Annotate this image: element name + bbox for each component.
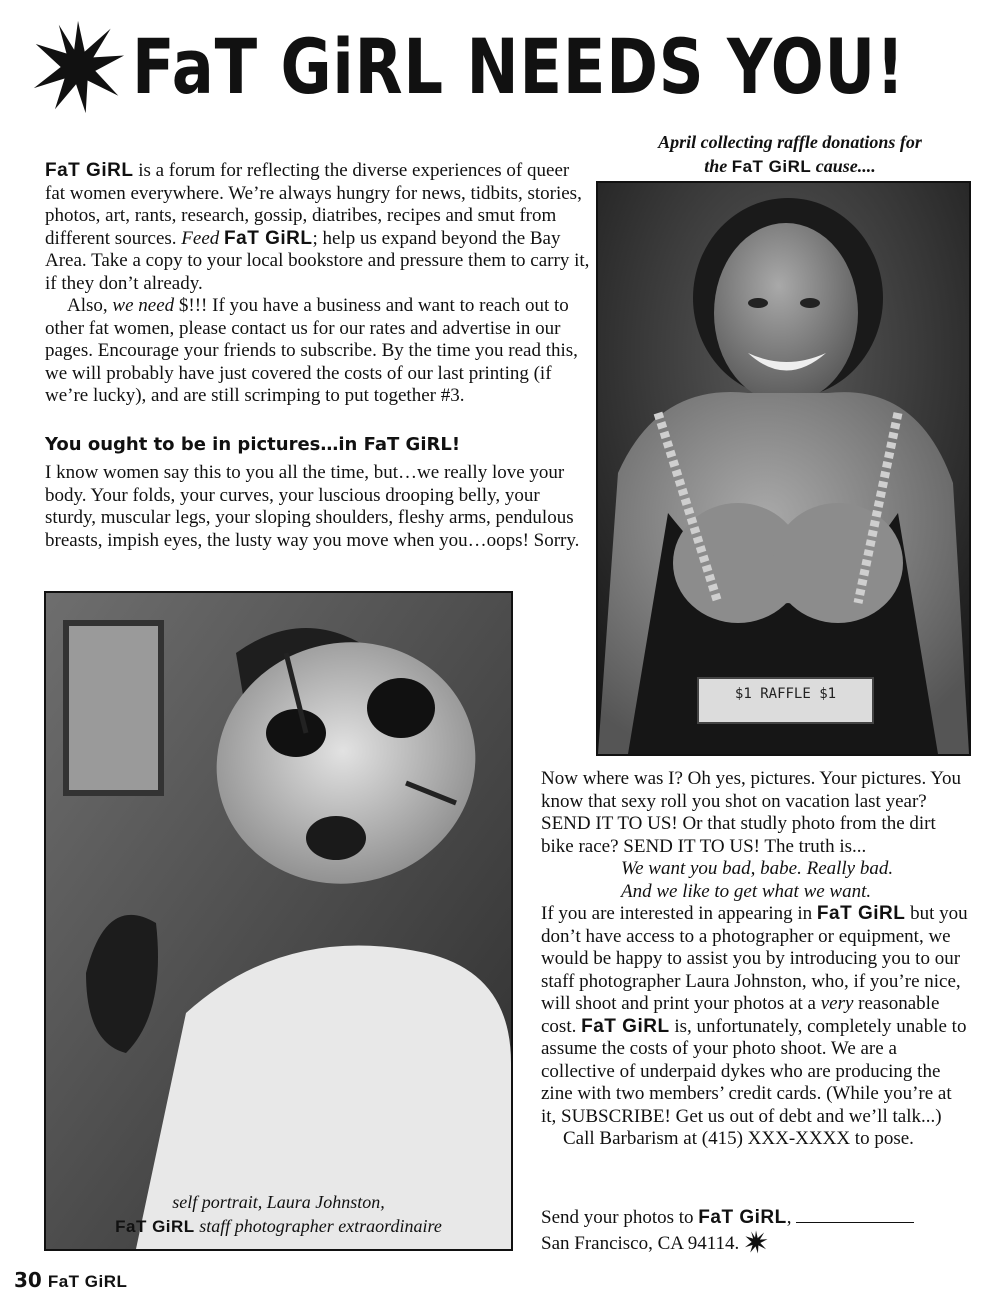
quote-line-2: And we like to get what we want. (621, 880, 872, 902)
photo-caption-self-portrait: self portrait, Laura Johnston, FaT GiRL staff photographer extraordinaire (115, 1192, 442, 1236)
page-folio (14, 1268, 127, 1292)
brand-name: FaT GiRL (115, 1217, 195, 1236)
address-blank (796, 1208, 914, 1223)
love-paragraph: I know women say this to you all the time, but…we really love your body. Your folds, your curves, your luscious drooping belly, your sturdy, muscular legs, your sloping shoulders, fleshy arms, pendulous breasts, impish eyes, the lusty way you move when you…oops! Sorry. (45, 462, 580, 551)
brand-name: FaT GiRL (224, 227, 313, 249)
brand-name: FaT GiRL (581, 1015, 670, 1037)
brand-name: FaT GiRL (816, 903, 906, 924)
photo-april-raffle (596, 181, 971, 756)
photo-caption-april: April collecting raffle donations for the FaT GiRL cause.... (658, 132, 922, 176)
intro-paragraph-2: Also, we need $!!! If you have a business and want to reach out to other fat women, please contact us for our rates and advertise in our pages. Encourage your friends to subscribe. By the time you read this, we will probably have just covered the costs of our last printing (if we’re lucky), and are still scrimping to put together #3. (45, 295, 578, 406)
raffle-sign-text: $1 RAFFLE $1 (734, 686, 837, 702)
brand-name: FaT GiRL (731, 157, 812, 176)
intro-text (45, 160, 590, 408)
brand-name: FaT GiRL (47, 1272, 128, 1291)
brand-name: FaT GiRL (698, 1207, 787, 1228)
brand-name: FaT GiRL (45, 160, 134, 181)
pictures-text: Now where was I? Oh yes, pictures. Your pictures. You know that sexy roll you shot on vacation last year? SEND IT TO US! Or that studly photo from the dirt bike race? SEND IT TO US! The truth is... We want you bad, babe. Really bad. And we like to get what we want. If you are interested in appearing in FaT GiRL but you don’t have access to a photographer or equipment, we would be happy to assist you by introducing you to our staff photographer Laura Johnston, who, if you’re nice, will shoot and print your photos at a very reasonable cost. FaT GiRL is, unfortunately, completely unable to assume the costs of your photo shoot. We are a collective of underpaid dykes who are producing the zine with two members’ credit cards. (While you’re at it, SUBSCRIBE! Get us out of debt and we’ll talk...) Call Barbarism at (415) XXX-XXXX to pose. (541, 768, 971, 1151)
quote-line-1: We want you bad, babe. Really bad. (621, 858, 894, 879)
call-line: Call Barbarism at (415) XXX-XXXX to pose. (563, 1128, 914, 1149)
headline (30, 12, 980, 122)
send-address: Send your photos to FaT GiRL, San Francisco, CA 94114. (541, 1207, 971, 1255)
starburst-icon (744, 1230, 768, 1254)
headline-title: FaT GiRL NEEDS YOU! (132, 22, 906, 111)
intro-paragraph-1: FaT GiRL is a forum for reflecting the diverse experiences of queer fat women everywhere. We’re always hungry for news, tidbits, stories, photos, art, rants, research, gossip, diatribes, recipes and smut from different sources. Feed FaT GiRL; help us expand beyond the Bay Area. Take a copy to your local bookstore and pressure them to carry it, if they don’t already. (45, 160, 590, 294)
photo-april-illustration (598, 183, 969, 754)
section-subhead: You ought to be in pictures…in FaT GiRL! (45, 434, 461, 455)
photo-self-portrait (44, 591, 513, 1251)
photo-self-portrait-illustration (46, 593, 511, 1249)
page-number: 30 (14, 1268, 42, 1292)
photographer-paragraph: If you are interested in appearing in FaT GiRL but you don’t have access to a photographer or equipment, we would be happy to assist you by introducing you to our staff photographer Laura Johnston, who, if you’re nice, will shoot and print your photos at a very reasonable cost. FaT GiRL is, unfortunately, completely unable to assume the costs of your photo shoot. We are a collective of underpaid dykes who are producing the zine with two members’ credit cards. (While you’re at it, SUBSCRIBE! Get us out of debt and we’ll talk...) (541, 903, 968, 1127)
starburst-icon (30, 19, 126, 115)
